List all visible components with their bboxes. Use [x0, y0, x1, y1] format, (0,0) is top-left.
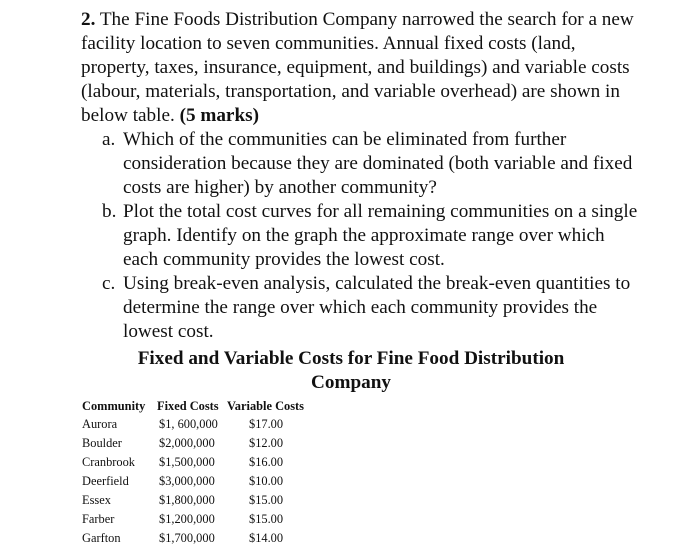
subpart-text: Plot the total cost curves for all remaining communities on a single graph. Identify on the graph the approximate range over which each community provides the lowest cost. [123, 201, 638, 270]
table-row [82, 529, 304, 548]
header-variable-costs: Variable Costs [227, 399, 304, 413]
subpart-list [81, 128, 641, 344]
cell-variable-cost-value: $14.00 [249, 531, 284, 545]
table-row [82, 453, 304, 472]
cost-table [82, 397, 304, 548]
subpart-b [81, 200, 641, 272]
cell-variable-cost [227, 491, 304, 510]
cell-fixed-cost-value: $1,500,000 [159, 455, 215, 469]
cell-variable-cost [227, 472, 304, 491]
question-marks: (5 marks) [179, 105, 259, 126]
subpart-letter: b. [102, 201, 117, 222]
cell-fixed-cost-value: $1,800,000 [159, 493, 215, 507]
cell-fixed-cost-value: $3,000,000 [159, 474, 215, 488]
table-title [81, 347, 621, 395]
cell-community: Deerfield [82, 474, 129, 488]
table-row [82, 415, 304, 434]
subpart-a [81, 128, 641, 200]
cell-community: Farber [82, 512, 115, 526]
table-title-line2: Company [311, 372, 391, 393]
cell-fixed-cost [157, 453, 227, 472]
subpart-text: Which of the communities can be eliminated from further consideration because they are dominated (both variable and fixed costs are higher) by another community? [123, 129, 633, 198]
cell-variable-cost-value: $15.00 [249, 512, 284, 526]
cell-community: Essex [82, 493, 111, 507]
subpart-letter: c. [102, 273, 116, 294]
cell-variable-cost-value: $10.00 [249, 474, 284, 488]
table-row [82, 491, 304, 510]
cell-variable-cost [227, 510, 304, 529]
cell-fixed-cost [157, 491, 227, 510]
cell-fixed-cost [157, 434, 227, 453]
cell-fixed-cost-value: $1,700,000 [159, 531, 215, 545]
cell-fixed-cost [157, 472, 227, 491]
table-row [82, 434, 304, 453]
question-block [81, 8, 641, 344]
cell-variable-cost-value: $16.00 [249, 455, 284, 469]
header-fixed-costs: Fixed Costs [157, 399, 219, 413]
cell-fixed-cost [157, 529, 227, 548]
subpart-letter: a. [102, 129, 116, 150]
subpart-text: Using break-even analysis, calculated the break-even quantities to determine the range over which each community provides the lowest cost. [123, 273, 631, 342]
subpart-c [81, 272, 641, 344]
cell-variable-cost-value: $17.00 [249, 417, 284, 431]
cell-community: Cranbrook [82, 455, 135, 469]
cell-variable-cost [227, 529, 304, 548]
cell-variable-cost-value: $12.00 [249, 436, 284, 450]
cell-fixed-cost [157, 510, 227, 529]
table-header-row [82, 397, 304, 415]
cell-community: Boulder [82, 436, 122, 450]
table-title-line1: Fixed and Variable Costs for Fine Food Distribution [137, 348, 565, 369]
question-intro [81, 8, 641, 128]
question-number: 2. [81, 9, 96, 30]
cell-variable-cost [227, 453, 304, 472]
cell-fixed-cost-value: $1,200,000 [159, 512, 215, 526]
cell-variable-cost-value: $15.00 [249, 493, 284, 507]
cell-fixed-cost-value: $1, 600,000 [159, 417, 218, 431]
cell-community: Aurora [82, 417, 118, 431]
cell-variable-cost [227, 415, 304, 434]
table-row [82, 510, 304, 529]
cell-community: Garfton [82, 531, 121, 545]
cell-fixed-cost-value: $2,000,000 [159, 436, 215, 450]
table-row [82, 472, 304, 491]
question-intro-text: The Fine Foods Distribution Company narrowed the search for a new facility location to seven communities. Annual fixed costs (land, property, taxes, insurance, equipment, and buildings) and variable costs (labour, materials, transportation, and variable overhead) are shown in below table. [81, 9, 634, 126]
cell-fixed-cost [157, 415, 227, 434]
header-community: Community [82, 399, 146, 413]
cell-variable-cost [227, 434, 304, 453]
